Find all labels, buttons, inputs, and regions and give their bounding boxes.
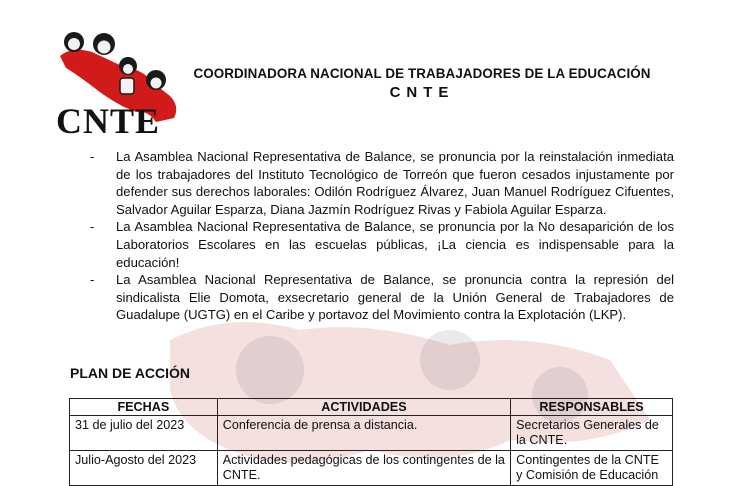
bullet-marker: - xyxy=(90,272,95,288)
org-subtitle: CNTE xyxy=(389,84,455,101)
plan-title: PLAN DE ACCIÓN xyxy=(70,365,191,381)
list-item xyxy=(88,271,674,324)
cell-responsable: Contingentes de la CNTE y Comisión de Educación xyxy=(511,451,673,486)
list-item-text: La Asamblea Nacional Representativa de Balance, se pronuncia contra la represión del sindicalista Elie Domota, exsecretario general de la Unión General de Trabajadores de Guadalupe (UGTG) en el Caribe y portavoz del Movimiento contra la Explotación (LKP). xyxy=(116,272,674,323)
list-item-text: La Asamblea Nacional Representativa de Balance, se pronuncia por la No desaparición de los Laboratorios Escolares en las escuelas públicas, ¡La ciencia es indispensable para la educación! xyxy=(116,219,674,270)
list-item xyxy=(88,218,674,271)
resolutions-list xyxy=(88,148,674,324)
org-title: COORDINADORA NACIONAL DE TRABAJADORES DE LA EDUCACIÓN xyxy=(193,66,651,81)
table-header-row xyxy=(70,399,673,416)
list-item-text: La Asamblea Nacional Representativa de Balance, se pronuncia por la reinstalación inmediata de los trabajadores del Instituto Tecnológico de Torreón que fueron cesados injustamente por defender sus derechos laborales: Odilón Rodríguez Álvarez, Juan Manuel Rodríguez Cifuentes, Salvador Aguilar Esparza, Diana Jazmín Rodríguez Rivas y Fabiola Aguilar Esparza. xyxy=(116,149,674,217)
cell-actividad: Conferencia de prensa a distancia. xyxy=(217,416,510,451)
header-fechas: FECHAS xyxy=(70,399,218,416)
cell-actividad: Actividades pedagógicas de los contingentes de la CNTE. xyxy=(217,451,510,486)
cell-responsable: Secretarios Generales de la CNTE. xyxy=(511,416,673,451)
bullet-marker: - xyxy=(90,219,95,235)
table-row xyxy=(70,416,673,451)
list-item xyxy=(88,148,674,218)
header-responsables: RESPONSABLES xyxy=(511,399,673,416)
cell-fecha: 31 de julio del 2023 xyxy=(70,416,218,451)
cell-fecha: Julio-Agosto del 2023 xyxy=(70,451,218,486)
table-row xyxy=(70,451,673,486)
plan-table xyxy=(69,398,673,486)
bullet-marker: - xyxy=(90,149,95,164)
logo-text: CNTE xyxy=(56,101,161,141)
header-actividades: ACTIVIDADES xyxy=(217,399,510,416)
